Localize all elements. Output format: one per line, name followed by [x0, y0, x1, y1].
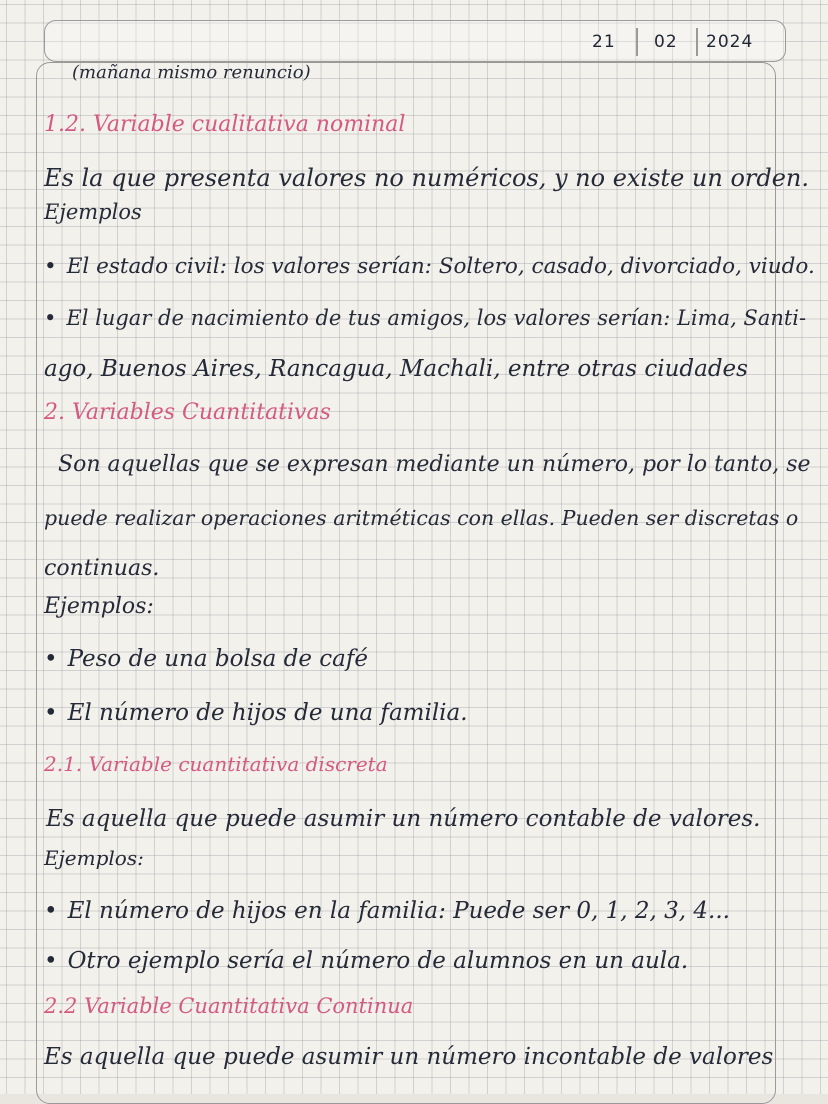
- example-item: • El lugar de nacimiento de tus amigos, los valores serían: Lima, Santi-: [44, 306, 806, 330]
- examples-label: Ejemplos:: [44, 846, 144, 870]
- definition-text: Es la que presenta valores no numéricos, y no existe un orden.: [44, 164, 810, 192]
- date-year: 2024: [706, 32, 754, 52]
- heading-cualitativa-nominal: 1.2. Variable cualitativa nominal: [44, 112, 406, 137]
- header-note: (mañana mismo renuncio): [72, 62, 311, 83]
- heading-cuantitativa-discreta: 2.1. Variable cuantitativa discreta: [44, 752, 388, 776]
- heading-cuantitativa-continua: 2.2 Variable Cuantitativa Continua: [44, 994, 414, 1018]
- examples-label: Ejemplos:: [44, 594, 154, 619]
- definition-text: Es aquella que puede asumir un número contable de valores.: [46, 806, 761, 832]
- definition-text: Son aquellas que se expresan mediante un número, por lo tanto, se: [58, 452, 811, 477]
- date-separator: [636, 28, 638, 56]
- example-item: • Otro ejemplo sería el número de alumnos en un aula.: [44, 948, 688, 974]
- example-item-continuation: ago, Buenos Aires, Rancagua, Machali, entre otras ciudades: [44, 356, 748, 382]
- example-item: • El número de hijos en la familia: Puede ser 0, 1, 2, 3, 4...: [44, 898, 730, 924]
- definition-text: continuas.: [44, 556, 160, 581]
- definition-text: puede realizar operaciones aritméticas con ellas. Pueden ser discretas o: [44, 506, 799, 530]
- date-day: 21: [592, 32, 616, 52]
- heading-cuantitativas: 2. Variables Cuantitativas: [44, 400, 331, 425]
- date-month: 02: [654, 32, 678, 52]
- example-item: • El número de hijos de una familia.: [44, 700, 468, 726]
- examples-label: Ejemplos: [44, 200, 142, 224]
- example-item: • Peso de una bolsa de café: [44, 646, 368, 672]
- example-item: • El estado civil: los valores serían: Soltero, casado, divorciado, viudo.: [44, 254, 815, 279]
- definition-text: Es aquella que puede asumir un número incontable de valores: [44, 1044, 774, 1070]
- date-separator: [696, 28, 698, 56]
